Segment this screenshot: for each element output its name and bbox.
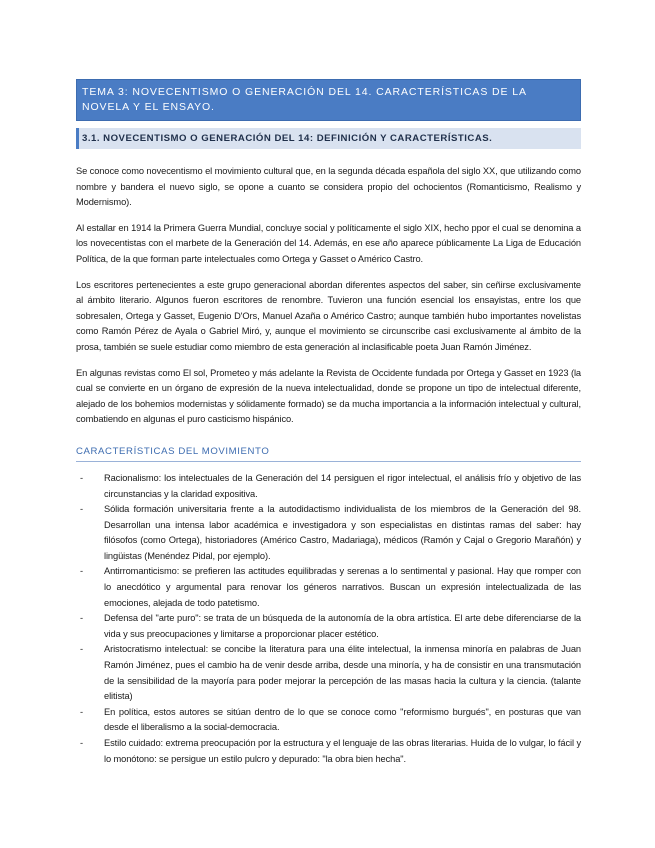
- list-item: - Antirromanticismo: se prefieren las actitudes equilibradas y serenas a lo sentimental y pasional. Hay que romper con lo anecdótico y argumental para renovar los géneros narrativos. Buscan un expresión intelectualizada de las emociones, alejada de todo patetismo.: [80, 566, 581, 608]
- section-heading: 3.1. NOVECENTISMO O GENERACIÓN DEL 14: DEFINICIÓN Y CARACTERÍSTICAS.: [76, 128, 581, 149]
- bullet-dash: -: [80, 644, 83, 655]
- characteristics-list: [76, 471, 581, 767]
- paragraph-definition: Se conoce como novecentismo el movimiento cultural que, en la segunda década española del siglo XX, que utilizando como nombre y bandera el nuevo siglo, se opone a cuanto se considera propio del ochocientos (Romanticismo, Realismo y Modernismo).: [76, 166, 581, 208]
- list-item: - En política, estos autores se sitúan dentro de lo que se conoce como "reformismo burgués", en posturas que van desde el liberalismo a la social-democracia.: [80, 706, 581, 733]
- list-item: - Aristocratismo intelectual: se concibe la literatura para una élite intelectual, la inmensa minoría en palabras de Juan Ramón Jiménez, pues el cambio ha de venir desde arriba, desde una minoría, y ha de consistir en una transmutación de la sensibilidad de la mayoría para poder mejorar la percepción de las masas hacia la cultura y la ciencia. (talante elitista): [80, 644, 581, 702]
- bullet-dash: -: [80, 566, 83, 577]
- paragraph-journals: En algunas revistas como El sol, Prometeo y más adelante la Revista de Occidente fundada por Ortega y Gasset en 1923 (la cual se convierte en un órgano de expresión de la nueva intelectualidad, donde se propone un tipo de intelectual diferente, alejado de los bohemios modernistas y sólidamente formado) se da mucha importancia a la información intelectual y cultural, combatiendo en algunas el puro casticismo hispánico.: [76, 367, 581, 425]
- list-item: - Defensa del "arte puro": se trata de un búsqueda de la autonomía de la obra artística. El arte debe diferenciarse de la vida y sus preocupaciones y limitarse a proporcionar placer estético.: [80, 613, 581, 639]
- list-item: - Racionalismo: los intelectuales de la Generación del 14 persiguen el rigor intelectual, el análisis frío y objetivo de las circunstancias y la claridad expositiva.: [80, 472, 581, 499]
- paragraph-authors: Los escritores pertenecientes a este grupo generacional abordan diferentes aspectos del saber, sin ceñirse exclusivamente al ámbito literario. Algunos fueron escritores de renombre. Tuvieron una función esencial los ensayistas, entre los que sobresalen, Ortega y Gasset, Eugenio D'Ors, Manuel Azaña o Américo Castro; aunque también hubo importantes novelistas como Ramón Pérez de Ayala o Gabriel Miró, y, aunque el movimiento se circunscribe casi exclusivamente al ámbito de la prosa, también se suele estudiar como miembro de esta generación al inclasificable poeta Juan Ramón Jiménez.: [76, 279, 581, 352]
- list-item: - Estilo cuidado: extrema preocupación por la estructura y el lenguaje de las obras literarias. Huida de lo vulgar, lo fácil y lo monótono: se persigue un estilo pulcro y depurado: "la obra bien hecha".: [80, 738, 581, 764]
- bullet-dash: -: [80, 613, 83, 624]
- bullet-dash: -: [80, 472, 83, 483]
- paragraph-origin: Al estallar en 1914 la Primera Guerra Mundial, concluye social y políticamente el siglo XIX, hecho ppor el cual se denomina a los novecentistas con el marbete de la Generación del 14. Además, en ese año aparece públicamente La Liga de Educación Política, de la que forman parte intelectuales como Ortega y Gasset o Américo Castro.: [76, 222, 581, 264]
- bullet-dash: -: [80, 706, 83, 717]
- list-item: - Sólida formación universitaria frente a la autodidactismo individualista de los miembros de la Generación del 98. Desarrollan una intensa labor académica e investigadora y son especialistas en distintas ramas del saber: hay filósofos (como Ortega), historiadores (Américo Castro, Madariaga), médicos (Ramón y Cajal o Gregorio Marañón) y lingüistas (Menéndez Pidal, por ejemplo).: [80, 504, 581, 561]
- characteristics-heading: CARACTERÍSTICAS DEL MOVIMIENTO: [76, 446, 581, 462]
- document-title: TEMA 3: NOVECENTISMO O GENERACIÓN DEL 14. CARACTERÍSTICAS DE LA NOVELA Y EL ENSAYO.: [76, 79, 581, 121]
- bullet-dash: -: [80, 504, 83, 515]
- bullet-dash: -: [80, 738, 83, 748]
